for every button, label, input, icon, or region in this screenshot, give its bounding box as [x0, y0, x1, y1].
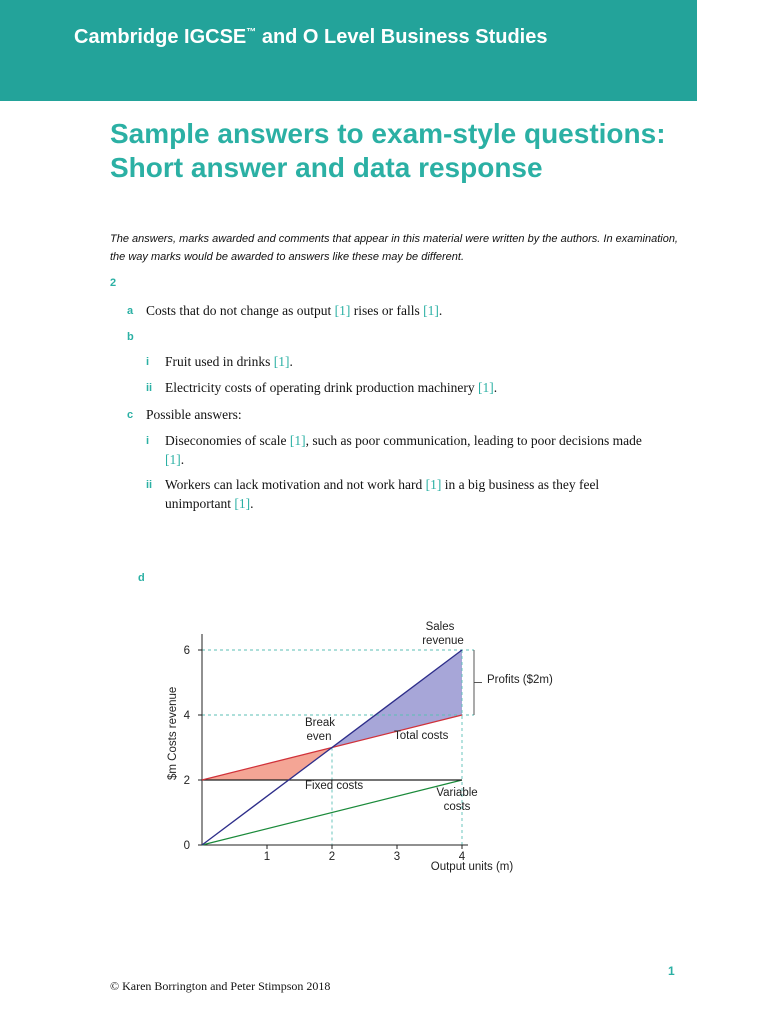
break-even-chart: [160, 608, 580, 883]
part-d-label: d: [138, 572, 145, 584]
break-even-label-1: Break: [304, 717, 336, 729]
y-tick-label: 0: [183, 840, 190, 852]
x-tick-label: 1: [263, 851, 271, 863]
part-c-ii-answer-cont: unimportant [1].: [165, 496, 254, 511]
banner-title: Cambridge IGCSE™ and O Level Business Studies: [74, 26, 548, 48]
part-b-label: b: [127, 331, 134, 343]
x-tick-label: 2: [328, 851, 336, 863]
copyright-footer: © Karen Borrington and Peter Stimpson 2018: [110, 979, 331, 993]
y-ticks: [184, 645, 202, 852]
total-costs-label: Total costs: [394, 730, 449, 742]
part-b-i-answer: Fruit used in drinks [1].: [165, 354, 293, 369]
fixed-costs-label: Fixed costs: [305, 780, 364, 792]
part-b-ii-answer: Electricity costs of operating drink production machinery [1].: [165, 380, 498, 395]
part-a-answer: Costs that do not change as output [1] rises or falls [1].: [146, 303, 443, 318]
y-tick-label: 4: [183, 710, 190, 722]
sales-revenue-label-1: Sales: [425, 621, 455, 633]
question-number: 2: [110, 277, 117, 289]
page-number: 1: [668, 964, 675, 978]
page-title: Sample answers to exam-style questions: Short answer and data response: [110, 118, 666, 183]
sales-revenue-label-2: revenue: [422, 635, 464, 647]
part-c-label: c: [127, 409, 134, 421]
break-even-label-2: even: [306, 731, 332, 743]
variable-costs-label-2: costs: [443, 801, 471, 813]
part-c-intro: Possible answers:: [146, 407, 242, 422]
disclaimer: The answers, marks awarded and comments that appear in this material were written by the authors. In examination, the way marks would be awarded to answers like these may be different.: [110, 233, 678, 263]
part-b-i-label: i: [146, 356, 150, 368]
part-c-ii-label: ii: [146, 479, 153, 491]
part-b-ii-label: ii: [146, 382, 153, 394]
part-c-i-answer: Diseconomies of scale [1], such as poor communication, leading to poor decisions made: [165, 433, 642, 448]
profits-label: Profits ($2m): [487, 674, 553, 686]
y-tick-label: 2: [183, 775, 190, 787]
header-banner: [0, 0, 697, 101]
variable-costs-label-1: Variable: [436, 787, 478, 799]
x-axis-label: Output units (m): [430, 861, 514, 873]
y-axis-label: $m Costs revenue: [167, 686, 179, 780]
part-c-i-label: i: [146, 435, 150, 447]
part-c-ii-answer: Workers can lack motivation and not work hard [1] in a big business as they feel: [165, 477, 600, 492]
x-tick-label: 4: [458, 851, 466, 863]
y-tick-label: 6: [183, 645, 190, 657]
break-even-chart-svg: [160, 608, 580, 883]
part-a-label: a: [127, 305, 134, 317]
part-c-i-answer-cont: [1].: [165, 452, 185, 467]
x-tick-label: 3: [393, 851, 401, 863]
